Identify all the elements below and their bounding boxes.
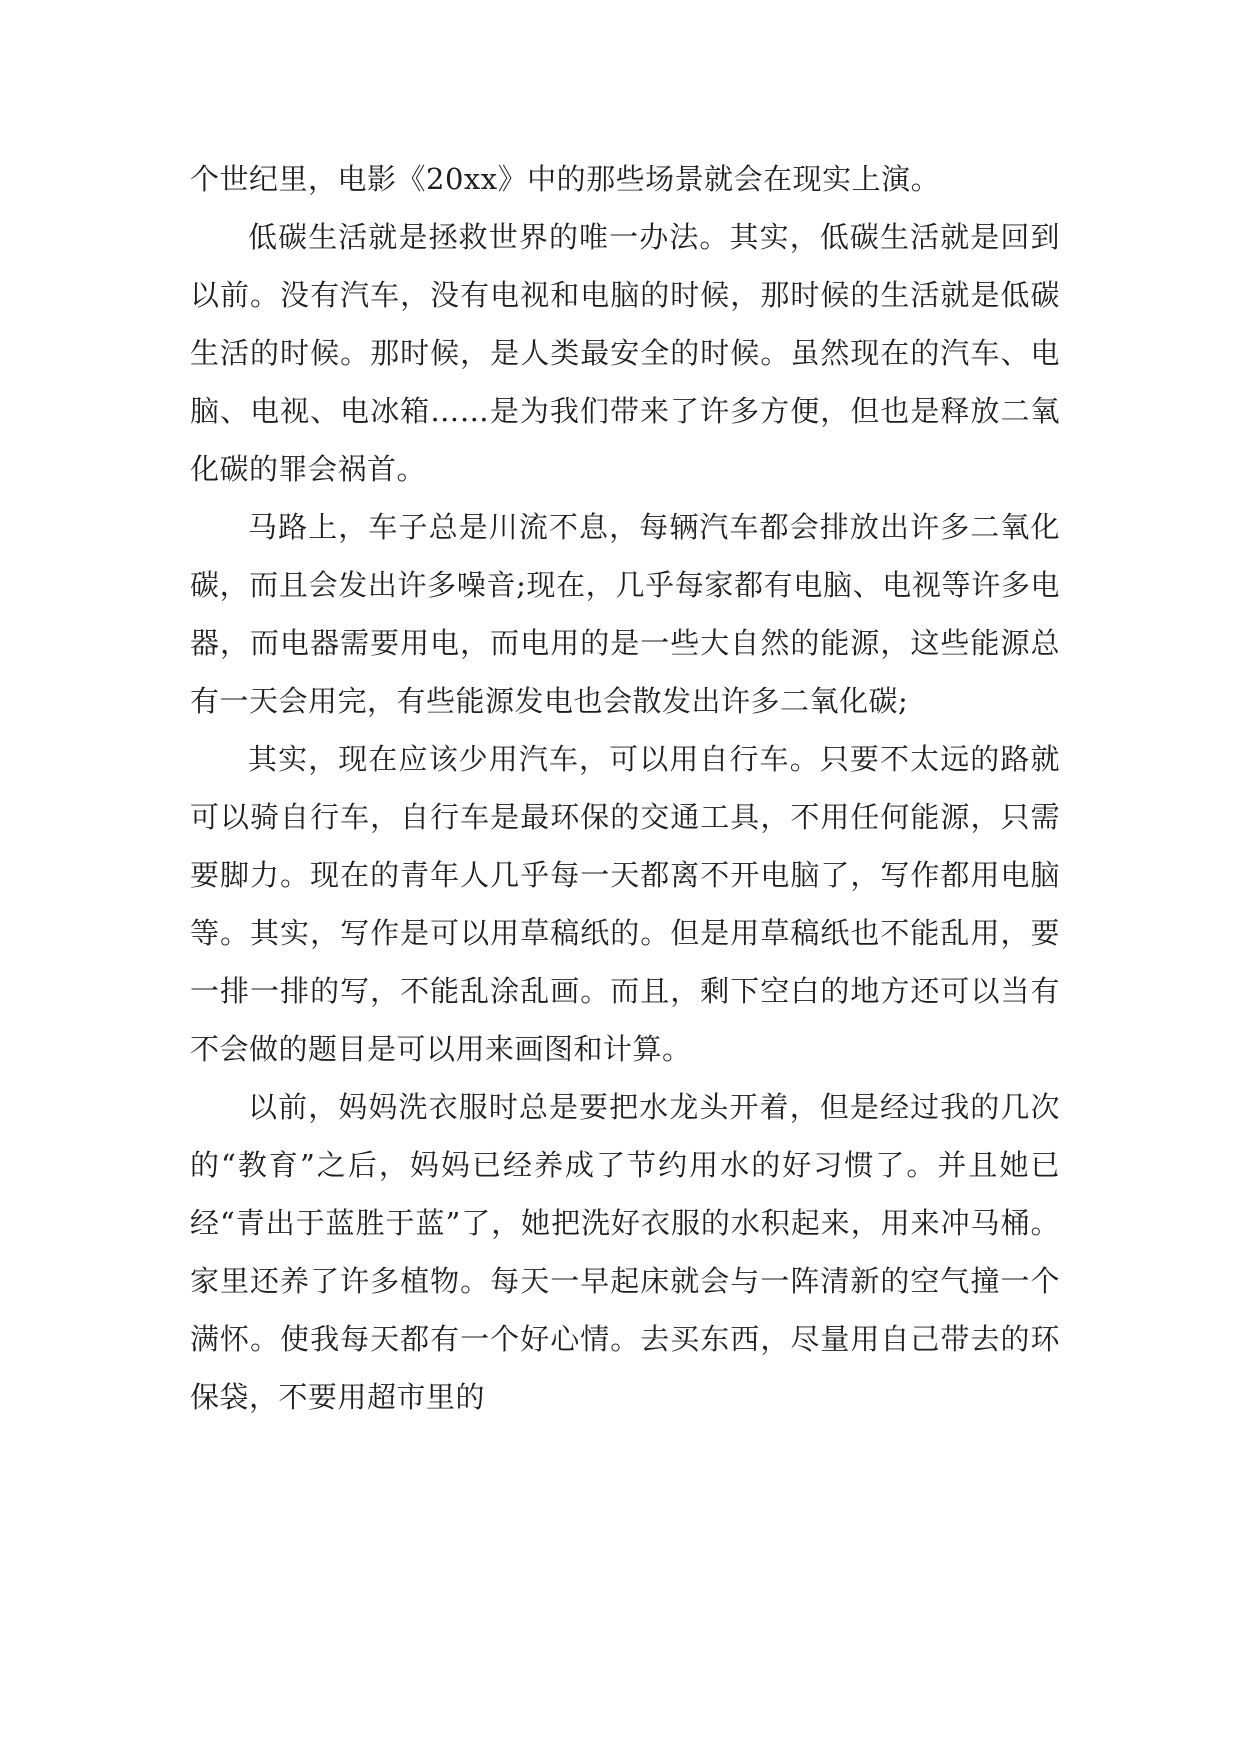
paragraph-continuation: 个世纪里，电影《20xx》中的那些场景就会在现实上演。	[190, 162, 941, 196]
paragraph: 其实，现在应该少用汽车，可以用自行车。只要不太远的路就可以骑自行车，自行车是最环保的交通工具，不用任何能源，只需要脚力。现在的青年人几乎每一天都离不开电脑了，写作都用电脑等。其实，写作是可以用草稿纸的。但是用草稿纸也不能乱用，要一排一排的写，不能乱涂乱画。而且，剩下空白的地方还可以当有不会做的题目是可以用来画图和计算。	[190, 742, 1060, 1066]
paragraph: 以前，妈妈洗衣服时总是要把水龙头开着，但是经过我的几次的“教育”之后，妈妈已经养成了节约用水的好习惯了。并且她已经“青出于蓝胜于蓝”了，她把洗好衣服的水积起来，用来冲马桶。家里还养了许多植物。每天一早起床就会与一阵清新的空气撞一个满怀。使我每天都有一个好心情。去买东西，尽量用自己带去的环保袋，不要用超市里的	[190, 1090, 1060, 1414]
paragraph: 马路上，车子总是川流不息，每辆汽车都会排放出许多二氧化碳，而且会发出许多噪音;现在，几乎每家都有电脑、电视等许多电器，而电器需要用电，而电用的是一些大自然的能源，这些能源总有一天会用完，有些能源发电也会散发出许多二氧化碳;	[190, 510, 1060, 718]
document-body	[190, 150, 1060, 1426]
paragraph: 低碳生活就是拯救世界的唯一办法。其实，低碳生活就是回到以前。没有汽车，没有电视和电脑的时候，那时候的生活就是低碳生活的时候。那时候，是人类最安全的时候。虽然现在的汽车、电脑、电视、电冰箱……是为我们带来了许多方便，但也是释放二氧化碳的罪会祸首。	[190, 220, 1060, 486]
